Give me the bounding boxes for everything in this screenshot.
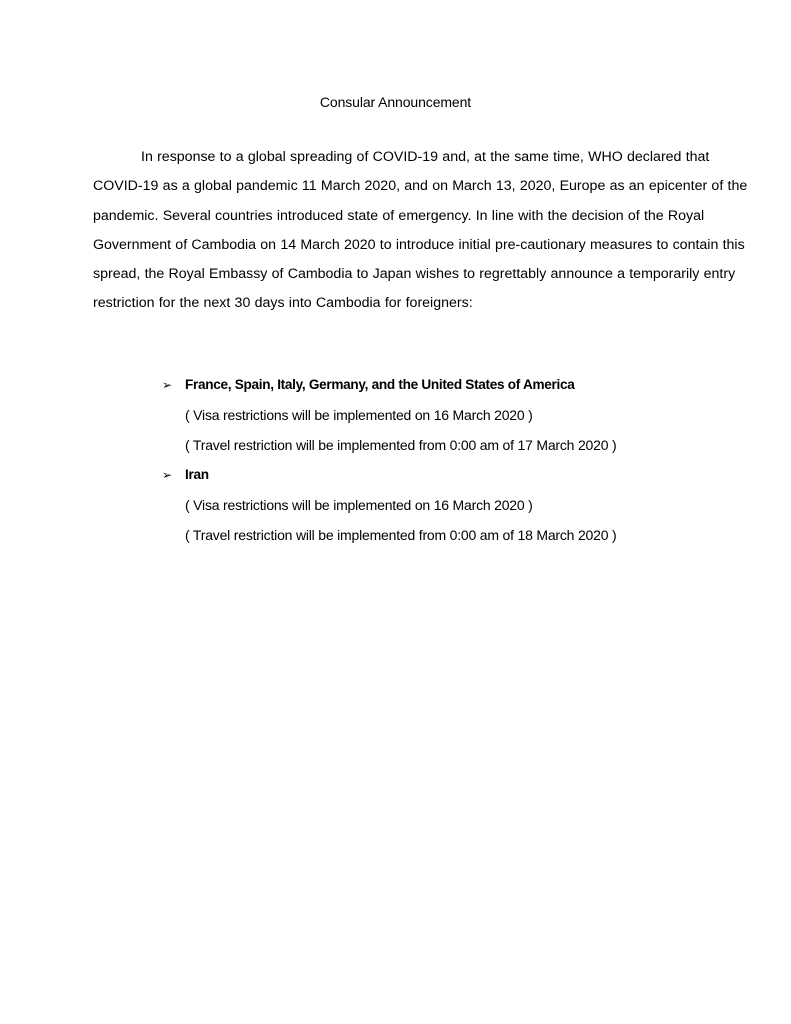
travel-restriction-note: ( Travel restriction will be implemented from 0:00 am of 18 March 2020 ) <box>185 527 617 543</box>
country-name: Iran <box>185 467 209 482</box>
restriction-list <box>162 370 616 550</box>
list-item-heading <box>162 460 616 490</box>
visa-restriction-note: ( Visa restrictions will be implemented on 16 March 2020 ) <box>185 497 533 513</box>
arrow-right-icon: ➢ <box>162 378 173 392</box>
list-item <box>162 370 616 460</box>
visa-restriction-note: ( Visa restrictions will be implemented on 16 March 2020 ) <box>185 407 533 423</box>
travel-restriction-note: ( Travel restriction will be implemented from 0:00 am of 17 March 2020 ) <box>185 437 617 453</box>
arrow-right-icon: ➢ <box>162 468 173 482</box>
list-item <box>162 460 616 550</box>
list-item-heading <box>162 370 616 400</box>
announcement-paragraph: In response to a global spreading of COVID-19 and, at the same time, WHO declared that COVID-19 as a global pandemic 11 March 2020, and on March 13, 2020, Europe as an epicenter of the pandemic. Several countries introduced state of emergency. In line with the decision of the Royal Government of Cambodia on 14 March 2020 to introduce initial pre-cautionary measures to contain this spread, the Royal Embassy of Cambodia to Japan wishes to regrettably announce a temporarily entry restriction for the next 30 days into Cambodia for foreigners: <box>93 149 748 312</box>
country-name: France, Spain, Italy, Germany, and the United States of America <box>185 377 575 392</box>
page-title: Consular Announcement <box>319 94 472 110</box>
